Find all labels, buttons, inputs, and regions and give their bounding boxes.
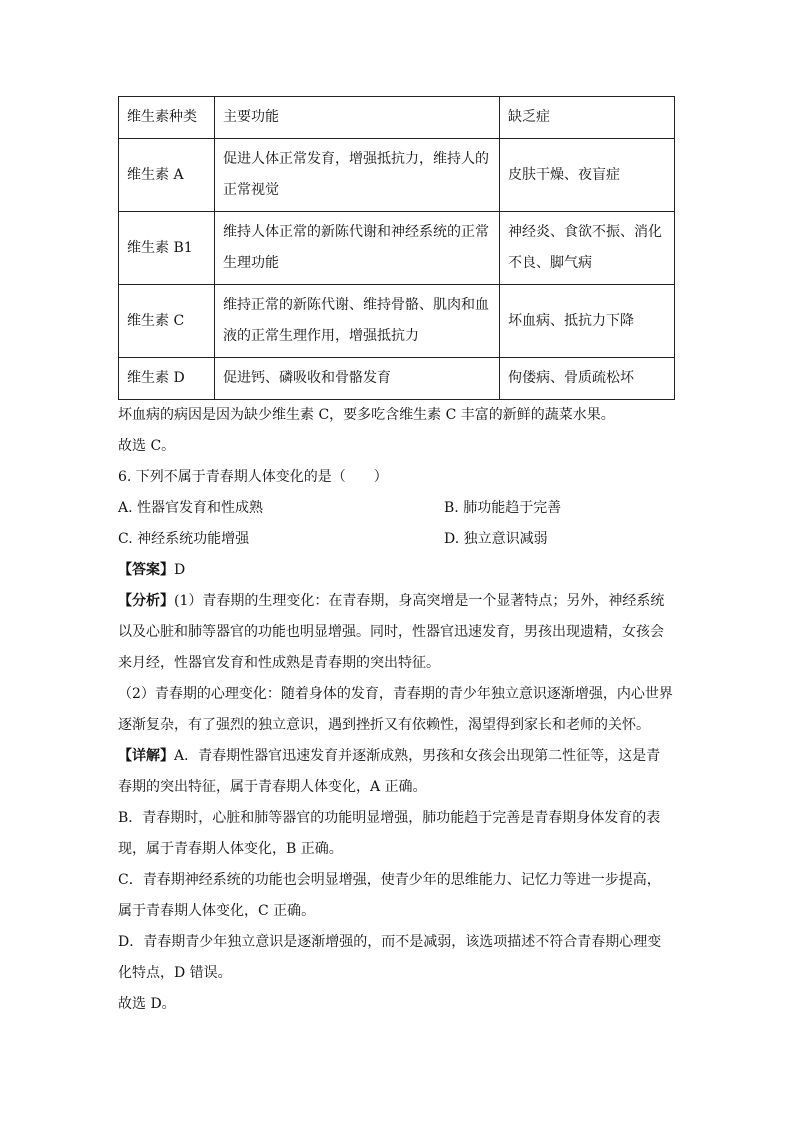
- table-row: [119, 358, 675, 400]
- option-c: C. 神经系统功能增强: [118, 531, 250, 547]
- detail-text: A．青春期性器官迅速发育并逐渐成熟，男孩和女孩会出现第二性征等，这是青春期的突出特征，属于青春期人体变化，A 正确。: [118, 748, 661, 795]
- table-cell: 维持人体正常的新陈代谢和神经系统的正常生理功能: [215, 212, 500, 285]
- detail-paragraph: D．青春期青少年独立意识是逐渐增强的，而不是减弱，该选项描述不符合青春期心理变化特点，D 错误。: [118, 934, 662, 981]
- analysis-text: (1）青春期的生理变化：在青春期，身高突增是一个显著特点；另外，神经系统以及心脏和肺等器官的功能也明显增强。同时，性器官迅速发育，男孩出现遗精，女孩会来月经，性器官发育和性成熟是青春期的突出特征。: [118, 593, 665, 671]
- detail-paragraph: B．青春期时，心脏和肺等器官的功能明显增强，肺功能趋于完善是青春期身体发育的表现，属于青春期人体变化，B 正确。: [118, 810, 661, 857]
- analysis-label: 【分析】: [118, 593, 174, 609]
- table-cell: 维生素 C: [119, 285, 215, 358]
- table-cell: 坏血病、抵抗力下降: [500, 285, 675, 358]
- answer-label: 【答案】: [118, 562, 174, 578]
- table-row: [119, 212, 675, 285]
- option-a: A. 性器官发育和性成熟: [118, 500, 264, 516]
- table-cell: 维生素 B1: [119, 212, 215, 285]
- option-d: D. 独立意识减弱: [444, 531, 548, 547]
- choose-final-line: 故选 D。: [118, 996, 176, 1012]
- detail-label: 【详解】: [118, 748, 174, 764]
- table-cell: 维生素 A: [119, 139, 215, 212]
- analysis-paragraph: （2）青春期的心理变化：随着身体的发育，青春期的青少年独立意识逐渐增强，内心世界逐渐复杂，有了强烈的独立意识，遇到挫折又有依赖性，渴望得到家长和老师的关怀。: [118, 686, 673, 733]
- table-cell: 促进钙、磷吸收和骨骼发育: [215, 358, 500, 400]
- detail-paragraph: C．青春期神经系统的功能也会明显增强，使青少年的思维能力、记忆力等进一步提高，属于青春期人体变化，C 正确。: [118, 872, 661, 919]
- table-header-cell: 维生素种类: [119, 97, 215, 139]
- options-row: [118, 493, 674, 524]
- answer-line: [118, 555, 674, 586]
- option-b: B. 肺功能趋于完善: [444, 500, 562, 516]
- answer-value: D: [174, 562, 186, 578]
- table-header-cell: 主要功能: [215, 97, 500, 139]
- options-row: [118, 524, 674, 555]
- table-row: [119, 285, 675, 358]
- choose-line: 故选 C。: [118, 438, 176, 454]
- detail-paragraph: [118, 741, 674, 803]
- table-cell: 维持正常的新陈代谢、维持骨骼、肌肉和血液的正常生理作用，增强抵抗力: [215, 285, 500, 358]
- table-cell: 维生素 D: [119, 358, 215, 400]
- document-page: [118, 96, 674, 1020]
- table-header-cell: 缺乏症: [500, 97, 675, 139]
- analysis-paragraph: [118, 586, 674, 679]
- table-header-row: [119, 97, 675, 139]
- explanation-paragraph: 坏血病的病因是因为缺少维生素 C，要多吃含维生素 C 丰富的新鲜的蔬菜水果。: [118, 407, 615, 423]
- question-stem: 6. 下列不属于青春期人体变化的是（ ）: [118, 469, 388, 485]
- table-cell: 皮肤干燥、夜盲症: [500, 139, 675, 212]
- vitamin-table: [118, 96, 675, 400]
- table-cell: 神经炎、食欲不振、消化不良、脚气病: [500, 212, 675, 285]
- table-row: [119, 139, 675, 212]
- table-cell: 促进人体正常发育，增强抵抗力，维持人的正常视觉: [215, 139, 500, 212]
- table-cell: 佝偻病、骨质疏松坏: [500, 358, 675, 400]
